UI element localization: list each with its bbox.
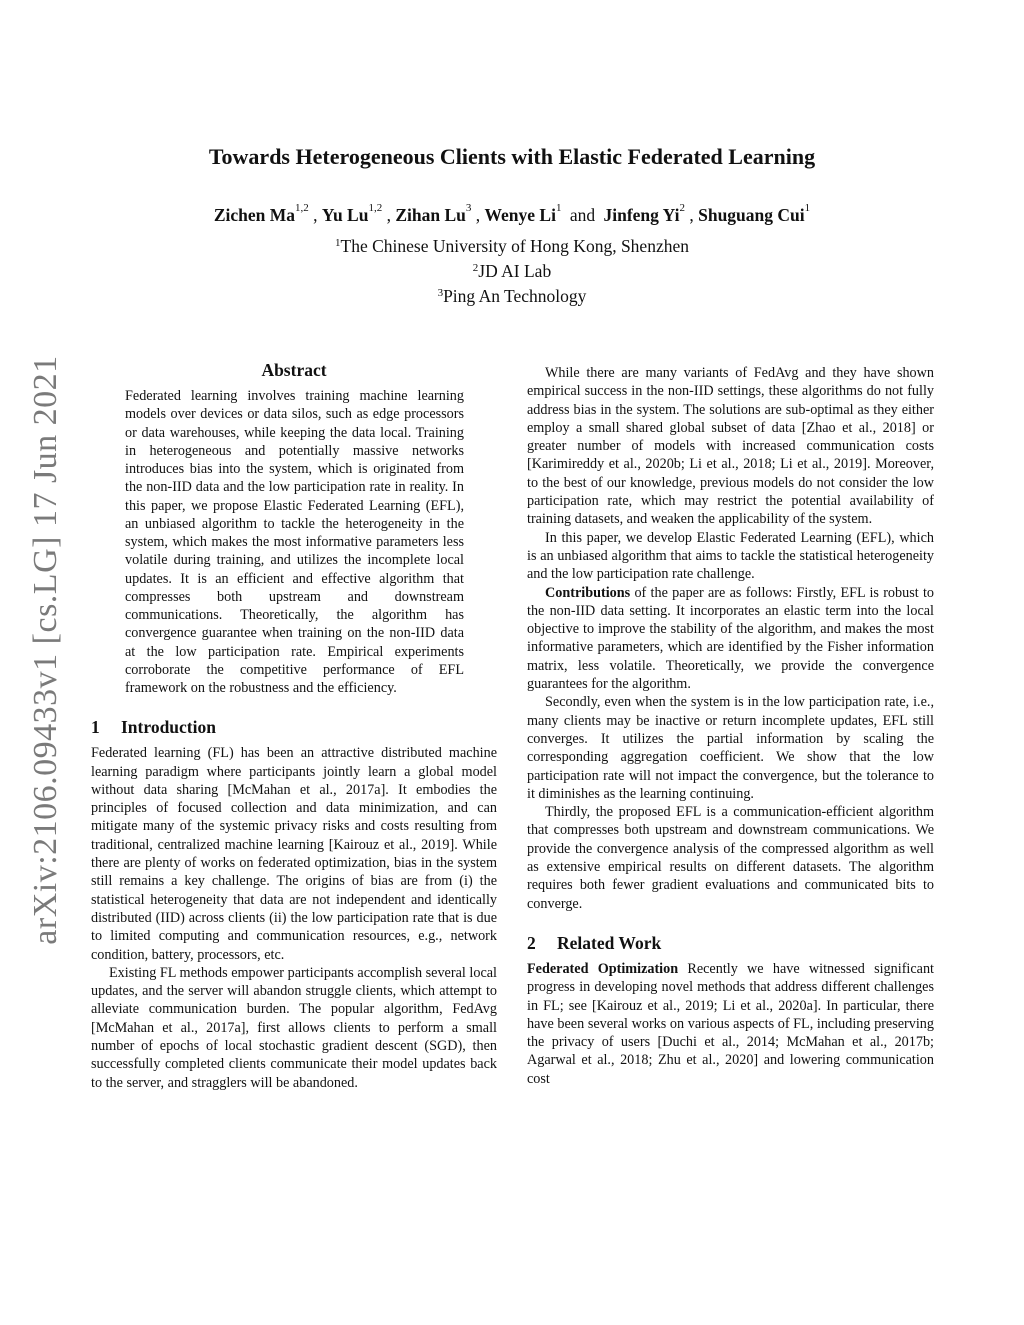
abstract-text: Federated learning involves training machine learning models over devices or data silos, such as edge processors or data warehouses, while keeping the data local. Training in heterogeneous and potentially massive networks introduces bias into the system, which is originated from the non-IID data and the low participation rate in reality. In this paper, we propose Elastic Federated Learning (EFL), an unbiased algorithm to tackle the heterogeneity in the system, which makes the most informative parameters less volatile during training, and utilizes the incomplete local updates. It is an efficient and effective algorithm that compresses both upstream and downstream communications. Theoretically, the algorithm has convergence guarantee when training on the non-IID data at the low participation rate. Empirical experiments corroborate the competitive performance of EFL framework on the robustness and the efficiency. (125, 388, 464, 696)
contributions-paragraph (527, 584, 934, 694)
author-affil-sup: 1 (804, 202, 811, 214)
arxiv-stamp: arXiv:2106.09433v1 [cs.LG] 17 Jun 2021 (27, 355, 64, 945)
body-paragraph: While there are many variants of FedAvg and they have shown empirical success in the non-IID settings, these algorithms do not fully address bias in the system. The solutions are sub-optimal as they either employ a small shared global subset of data [Zhao et al., 2018] or greater number of models with increased communication costs [Karimireddy et al., 2020b; Li et al., 2018; Li et al., 2019]. Moreover, to the best of our knowledge, previous models do not consider the low participation rate, which may restrict the potential availability of training datasets, and weaken the applicability of the system. (527, 365, 934, 528)
affiliation (0, 259, 1024, 284)
affiliation-sup: 3 (437, 287, 444, 299)
section-number: 1 (91, 717, 100, 738)
author-name: Yu Lu (321, 205, 369, 225)
affiliation-name: JD AI Lab (478, 261, 552, 281)
author-name: Jinfeng Yi (603, 205, 680, 225)
section-heading-introduction (91, 717, 497, 738)
section-heading-related-work (527, 933, 934, 954)
author-affil-sup: 1 (555, 202, 562, 214)
author-list: Zichen Ma$^{1,2}$ , Yu Lu$^{1,2}$ , Zihan Lu$^3$ , Wenye Li$^1$ and Jinfeng Yi$^2$ , Shuguang Cui$^1$ (213, 202, 811, 225)
intro-paragraph: Federated learning (FL) has been an attractive distributed machine learning paradigm where participants jointly learn a global model without data sharing [McMahan et al., 2017a]. It embodies the principles of focused collection and data minimization, and can mitigate many of the systemic privacy risks and costs resulting from traditional, centralized machine learning [Kairouz et al., 2019]. While there are plenty of works on federated optimization, bias in the system still remains a key challenge. The origins of bias are from (i) the statistical heterogeneity that data are not independent and identically distributed (IID) across clients (ii) the low participation rate that is due to limited computing and communication resources, e.g., network condition, battery, processors, etc. (91, 745, 497, 963)
body-paragraph: Thirdly, the proposed EFL is a communication-efficient algorithm that compresses both upstream and downstream communications. We provide the convergence analysis of the compressed algorithm as well as extensive empirical results on different datasets. The algorithm requires both fewer gradient evaluations and communicated bits to converge. (527, 804, 934, 912)
related-work-lead: Federated Optimization (527, 960, 679, 977)
author-affil-sup: 1,2 (295, 202, 309, 214)
paper-title: Towards Heterogeneous Clients with Elastic Federated Learning (208, 144, 816, 169)
author-affil-sup: 1,2 (368, 202, 383, 214)
section-title: Related Work (557, 932, 662, 953)
affiliation-list (0, 234, 1024, 309)
author-name: Zichen Ma (213, 205, 296, 225)
author-name: Wenye Li (484, 205, 556, 225)
left-column (91, 360, 497, 1092)
affiliation (0, 234, 1024, 259)
author-name: Shuguang Cui (698, 205, 805, 225)
contributions-lead: Contributions (545, 584, 631, 601)
intro-paragraph: Existing FL methods empower participants accomplish several local updates, and the server will abandon struggle clients, which attempt to alleviate communication burden. The popular algorithm, FedAvg [McMahan et al., 2017a], first allows clients to perform a small number of epochs of local stochastic gradient descent (SGD), then successfully completed clients communicate their model updates back to the server, and stragglers will be abandoned. (91, 964, 497, 1091)
author-affil-sup: 3 (465, 202, 472, 214)
affiliation-sup: 1 (335, 237, 341, 249)
affiliation-name: The Chinese University of Hong Kong, Shenzhen (340, 236, 689, 256)
right-column (527, 364, 934, 1088)
author-name: Zihan Lu (395, 205, 466, 225)
affiliation-sup: 2 (472, 262, 479, 274)
author-affil-sup: 2 (679, 202, 685, 214)
body-paragraph: In this paper, we develop Elastic Federated Learning (EFL), which is an unbiased algorithm that aims to tackle the statistical heterogeneity and the low participation rate challenge. (527, 529, 934, 583)
section-number: 2 (527, 932, 536, 953)
section-title: Introduction (121, 717, 216, 738)
related-work-text: Recently we have witnessed significant progress in developing novel methods that address different challenges in FL; see [Kairouz et al., 2019; Li et al., 2020a]. In particular, there have been several works on various aspects of FL, including preserving the privacy of users [Duchi et al., 2014; McMahan et al., 2017b; Agarwal et al., 2018; Zhu et al., 2020] and lowering communication cost (527, 960, 934, 1087)
contributions-text: of the paper are as follows: Firstly, EFL is robust to the non-IID data setting. It incorporates an elastic term into the local objective to improve the stability of the algorithm, and makes the most informative parameters, which are identified by the Fisher information matrix, less volatile. Theoretically, we provide the convergence guarantees for the algorithm. (527, 584, 934, 693)
related-work-paragraph (527, 960, 934, 1088)
body-paragraph: Secondly, even when the system is in the low participation rate, i.e., many clients may be inactive or return incomplete updates, EFL still converges. It utilizes the partial information by scaling the corresponding aggregation coefficient. We show that the low participation rate will not impact the convergence, but the tolerance to it diminishes as the learning continuing. (527, 694, 934, 802)
affiliation-name: Ping An Technology (443, 286, 587, 306)
abstract-heading: Abstract (261, 360, 327, 380)
affiliation (0, 284, 1024, 309)
author-conjunction: and (569, 205, 596, 225)
